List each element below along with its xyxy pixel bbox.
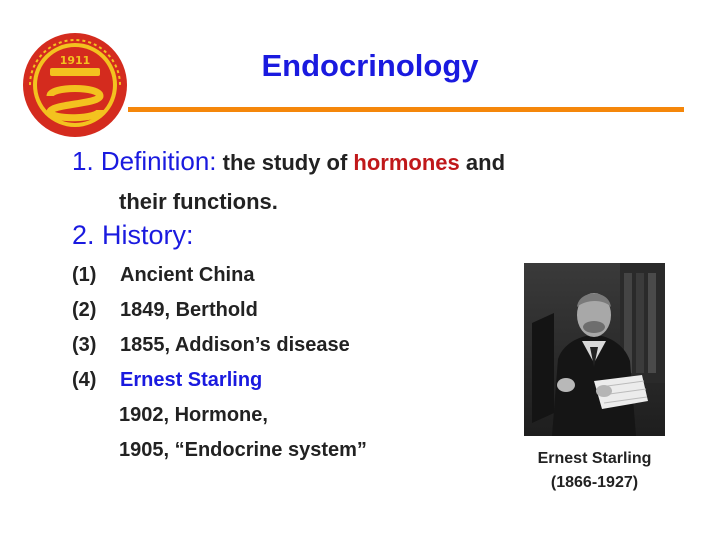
definition-continuation: their functions.: [119, 189, 278, 214]
list-item: [72, 258, 512, 293]
history-list: [72, 258, 512, 468]
portrait-caption-years: (1866-1927): [550, 474, 639, 491]
list-item: [72, 363, 512, 398]
list-item-number: (3): [72, 334, 97, 356]
definition-text-before: the study of: [216, 150, 354, 175]
list-item-text: 1855, Addison’s disease: [120, 334, 350, 356]
portrait-photo-icon: [524, 263, 665, 436]
list-item-number: (1): [72, 264, 97, 286]
list-item-number: (4): [72, 369, 97, 391]
title-divider: [128, 107, 684, 112]
university-seal-icon: [20, 30, 130, 140]
list-item-text: 1849, Berthold: [120, 299, 258, 321]
portrait-caption-name: Ernest Starling: [537, 450, 652, 467]
logo-year: 1911: [59, 54, 91, 67]
list-item: [72, 293, 512, 328]
list-item: [72, 328, 512, 363]
list-item-text: Ernest Starling: [120, 369, 263, 391]
list-sub-item: 1902, Hormone,: [119, 404, 268, 426]
definition-text-after: and: [459, 150, 506, 175]
definition-highlight: hormones: [353, 150, 460, 175]
definition-heading: 1. Definition:: [72, 146, 217, 176]
portrait-caption: [524, 447, 665, 495]
definition-block: [72, 143, 692, 220]
list-sub-item: 1905, “Endocrine system”: [119, 439, 367, 461]
list-item-text: Ancient China: [120, 264, 255, 286]
slide-title: Endocrinology: [261, 48, 479, 83]
list-item-number: (2): [72, 299, 97, 321]
history-heading: 2. History:: [72, 220, 194, 250]
